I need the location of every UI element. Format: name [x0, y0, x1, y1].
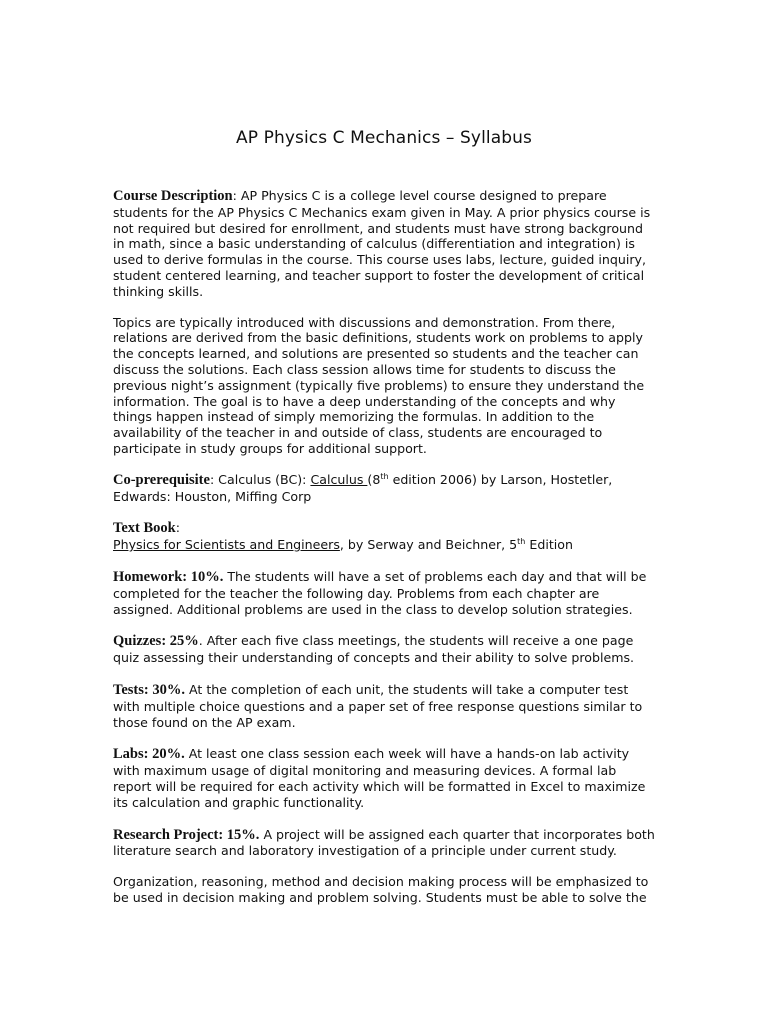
labs-section	[113, 746, 658, 810]
tests-section	[113, 682, 658, 730]
calculus-book-title: Calculus	[310, 471, 368, 487]
coprerequisite-label: Co-prerequisite	[113, 471, 210, 488]
edition-superscript: th	[380, 471, 389, 481]
textbook-authors: , by Serway and Beichner, 5	[339, 537, 518, 553]
textbook-colon: :	[175, 520, 180, 536]
research-project-text: A project will be assigned each quarter that incorporates both literature search and laboratory investigation of a principle under current study.	[113, 826, 655, 859]
textbook-title: Physics for Scientists and Engineers	[113, 537, 340, 553]
textbook-edition: Edition	[525, 537, 573, 553]
quizzes-section	[113, 633, 658, 666]
quizzes-label: Quizzes: 25%	[113, 633, 199, 650]
course-description-label: Course Description	[113, 188, 233, 204]
coprerequisite-text-before: : Calculus (BC):	[209, 471, 311, 487]
coprerequisite-section	[113, 472, 658, 505]
research-project-section	[113, 827, 658, 860]
document-body	[113, 188, 658, 906]
tests-label: Tests: 30%.	[113, 681, 185, 698]
course-description-section	[113, 188, 658, 300]
coprerequisite-text-after: edition 2006) by Larson, Hostetler, Edwards: Houston, Miffing Corp	[113, 471, 613, 504]
topics-paragraph: Topics are typically introduced with discussions and demonstration. From there, relations are derived from the basic definitions, students work on problems to apply the concepts learned, and solutions are presented so students and the teacher can discuss the solutions. Each class session allows time for students to discuss the previous night’s assignment (typically five problems) to ensure they understand the information. The goal is to have a deep understanding of the concepts and why things happen instead of simply memorizing the formulas. In addition to the availability of the teacher in and outside of class, students are encouraged to participate in study groups for additional support.	[113, 314, 645, 456]
homework-label: Homework: 10%.	[113, 568, 224, 585]
coprerequisite-paren: (8	[367, 471, 381, 487]
page-title: AP Physics C Mechanics – Syllabus	[236, 128, 532, 148]
closing-paragraph: Organization, reasoning, method and decision making process will be emphasized to be used in decision making and problem solving. Students must be able to solve the	[113, 874, 649, 905]
textbook-label: Text Book	[113, 520, 176, 537]
tests-text: At the completion of each unit, the students will take a computer test with multiple choice questions and a paper set of free response questions similar to those found on the AP exam.	[113, 681, 643, 730]
labs-text: At least one class session each week will have a hands-on lab activity with maximum usage of digital monitoring and measuring devices. A formal lab report will be required for each activity which will be formatted in Excel to maximize its calculation and graphic functionality.	[113, 746, 646, 810]
labs-label: Labs: 20%.	[113, 746, 185, 763]
course-description-text: : AP Physics C is a college level course designed to prepare students for the AP Physics C Mechanics exam given in May. A prior physics course is not required but desired for enrollment, and students must have strong background in math, since a basic understanding of calculus (differentiation and integration) is used to derive formulas in the course. This course uses labs, lecture, guided inquiry, student centered learning, and teacher support to foster the development of critical thinking skills.	[113, 188, 651, 299]
textbook-edition-superscript: th	[517, 536, 526, 546]
homework-text: The students will have a set of problems each day and that will be completed for the teacher the following day. Problems from each chapter are assigned. Additional problems are used in the class to develop solution strategies.	[113, 568, 647, 617]
quizzes-text: . After each five class meetings, the students will receive a one page quiz assessing their understanding of concepts and their ability to solve problems.	[113, 633, 635, 666]
homework-section	[113, 569, 658, 617]
research-project-label: Research Project: 15%.	[113, 826, 260, 843]
textbook-section	[113, 520, 658, 553]
